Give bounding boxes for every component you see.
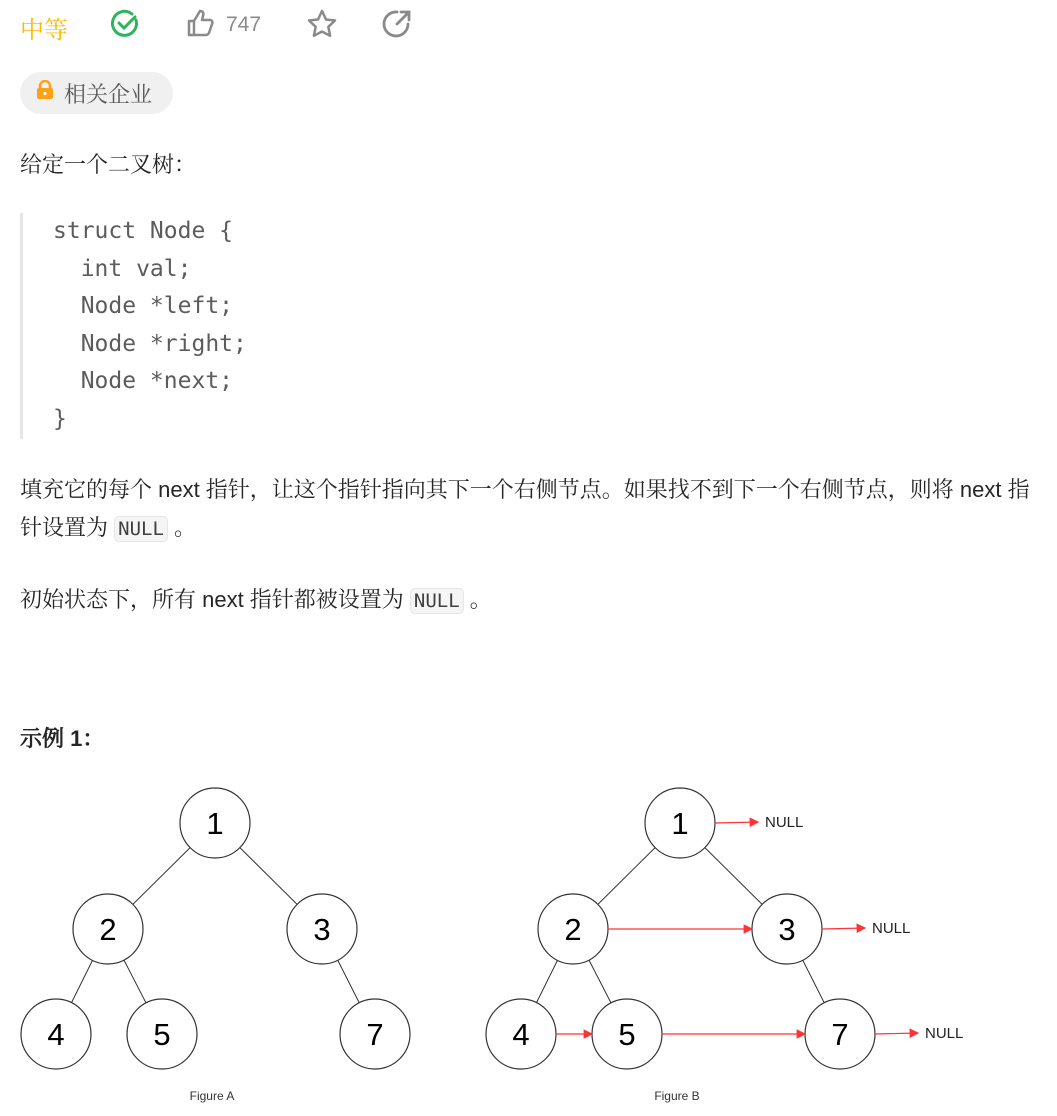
node-label: 4 (47, 1017, 65, 1052)
tree-edge (72, 960, 93, 1002)
share-icon[interactable] (381, 8, 413, 45)
node-label: 7 (831, 1017, 849, 1052)
text: 。 (463, 587, 492, 612)
solved-check-icon (109, 8, 141, 45)
tree-edge (803, 960, 824, 1003)
tree-edge (133, 848, 190, 905)
node-label: 5 (618, 1017, 636, 1052)
figure-caption: Figure A (189, 1089, 235, 1103)
figure-a (21, 788, 410, 1103)
related-companies-tag[interactable] (20, 72, 173, 114)
text: 填充它的每个 next 指针，让这个指针指向其下一个右侧节点。如果找不到下一个右侧节点，则将 next 指针设置为 (20, 477, 1030, 540)
inline-code: NULL (114, 516, 168, 542)
node-label: 2 (564, 912, 582, 947)
description-paragraph (20, 471, 1040, 548)
null-pointer-arrow (715, 822, 758, 823)
intro-text: 给定一个二叉树： (20, 152, 197, 177)
thumbs-up-icon[interactable] (186, 8, 216, 43)
tag-label: 相关企业 (64, 81, 153, 107)
tree-edge (240, 848, 297, 905)
node-label: 7 (366, 1017, 384, 1052)
difficulty-label: 中等 (20, 17, 68, 44)
node-label: 3 (778, 912, 796, 947)
figure-b (486, 788, 963, 1103)
figure-caption: Figure B (654, 1089, 700, 1103)
text: 。 (167, 515, 197, 540)
example-heading: 示例 1： (20, 726, 105, 751)
initial-state-paragraph (20, 581, 1040, 620)
code-block: struct Node { int val; Node *left; Node *right; Node *next; } (20, 213, 247, 439)
like-count: 747 (226, 13, 262, 36)
lock-icon (36, 80, 54, 106)
null-pointer-arrow (822, 928, 865, 929)
inline-code: NULL (410, 588, 464, 614)
null-label: NULL (925, 1025, 964, 1042)
tree-edge (338, 960, 359, 1003)
node-label: 1 (671, 806, 689, 841)
text: 初始状态下，所有 next 指针都被设置为 (20, 587, 410, 612)
tree-edge (598, 848, 655, 905)
null-label: NULL (872, 920, 911, 937)
node-label: 4 (512, 1017, 530, 1052)
node-label: 5 (153, 1017, 171, 1052)
node-label: 1 (206, 806, 224, 841)
null-label: NULL (765, 814, 804, 831)
example-figure (0, 780, 1057, 1116)
tree-edge (589, 960, 611, 1003)
null-pointer-arrow (875, 1033, 918, 1034)
tree-edge (705, 848, 762, 905)
tree-edge (124, 960, 146, 1003)
tree-edge (537, 960, 558, 1002)
star-icon[interactable] (306, 8, 338, 45)
node-label: 3 (313, 912, 331, 947)
node-label: 2 (99, 912, 117, 947)
